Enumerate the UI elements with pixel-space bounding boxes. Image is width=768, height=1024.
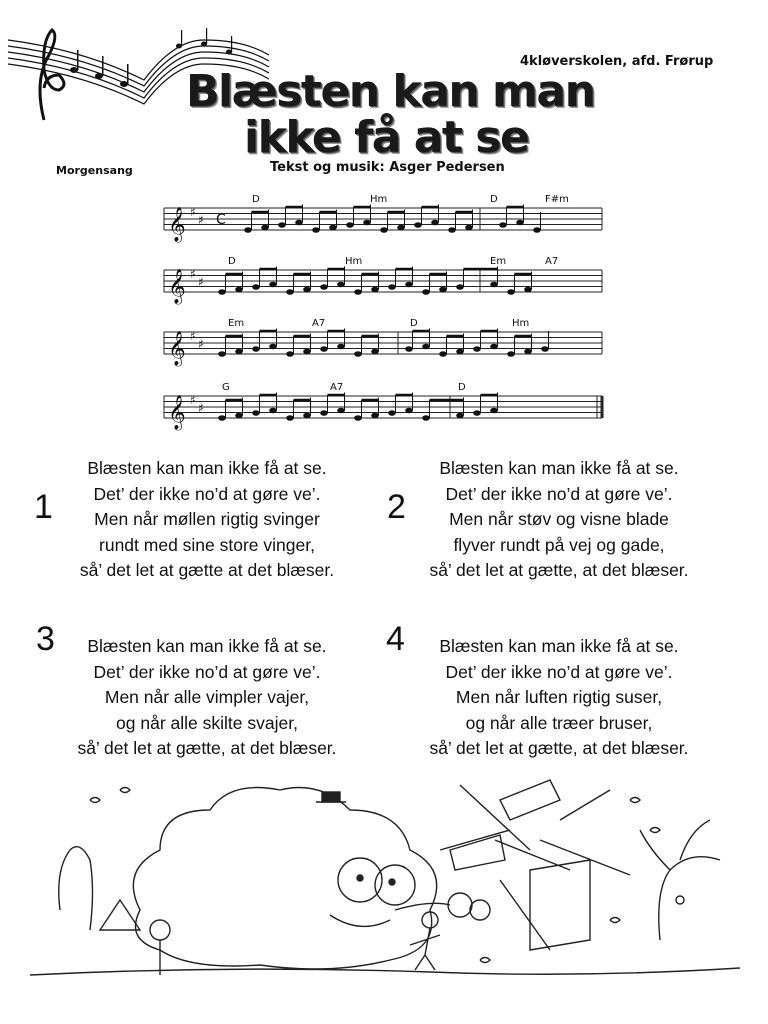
verse-line: så’ det let at gætte at det blæser. xyxy=(79,560,335,580)
note-head xyxy=(388,410,396,416)
note-head xyxy=(354,289,362,295)
note-head xyxy=(371,413,379,419)
verse-number: 4 xyxy=(386,620,405,658)
treble-clef-icon: 𝄞 xyxy=(168,395,186,430)
verse-line: Det’ der ikke no’d at gøre ve’. xyxy=(445,483,673,504)
note-head xyxy=(499,222,507,228)
note-head xyxy=(269,408,277,414)
note-head xyxy=(286,415,294,421)
note-head xyxy=(380,227,388,233)
verse-4 xyxy=(394,634,724,762)
note-head xyxy=(295,220,303,226)
note-head xyxy=(303,287,311,293)
verse-line: Blæsten kan man ikke få at se. xyxy=(439,458,679,478)
note-head xyxy=(346,222,354,228)
verse-1 xyxy=(42,456,372,584)
chord-label: A7 xyxy=(330,382,344,393)
verse-line: Det’ der ikke no’d at gøre ve’. xyxy=(445,661,673,682)
verse-line: Blæsten kan man ikke få at se. xyxy=(439,636,679,656)
verse-line: Men når alle vimpler vajer, xyxy=(104,687,310,707)
note-head xyxy=(456,349,464,355)
note-head xyxy=(422,415,430,421)
verse-line: Det’ der ikke no’d at gøre ve’. xyxy=(93,661,321,682)
verse-number: 2 xyxy=(387,488,406,526)
verse-line: Men når luften rigtig suser, xyxy=(455,687,663,707)
chord-label: Hm xyxy=(345,256,363,267)
treble-clef-icon: 𝄞 xyxy=(168,207,186,242)
verse-line: så’ det let at gætte, at det blæser. xyxy=(429,738,689,758)
note-head xyxy=(329,225,337,231)
sharp-sign-icon: ♯ xyxy=(190,267,196,281)
chord-label: G xyxy=(222,382,230,393)
song-title-line-2: ikke få at se xyxy=(244,112,529,163)
verse-number: 1 xyxy=(34,488,53,526)
note-head xyxy=(507,351,515,357)
verse-line: Men når støv og visne blade xyxy=(449,509,669,529)
verse-line: flyver rundt på vej og gade, xyxy=(453,534,665,555)
chord-label: D xyxy=(410,318,418,329)
note-head xyxy=(235,287,243,293)
chord-label: D xyxy=(458,382,466,393)
note-head xyxy=(533,227,541,233)
verse-number: 3 xyxy=(36,620,55,658)
note-head xyxy=(320,284,328,290)
verse-line: så’ det let at gætte, at det blæser. xyxy=(77,738,337,758)
chord-label: Em xyxy=(228,318,245,329)
note-head xyxy=(405,408,413,414)
sharp-sign-icon: ♯ xyxy=(190,393,196,407)
treble-clef-icon: 𝄞 xyxy=(168,269,186,304)
chord-label: Hm xyxy=(512,318,530,329)
note-head xyxy=(320,346,328,352)
note-head xyxy=(363,220,371,226)
sharp-sign-icon: ♯ xyxy=(198,275,204,289)
note-head xyxy=(278,222,286,228)
note-head xyxy=(507,289,515,295)
note-head xyxy=(465,225,473,231)
school-name: 4kløverskolen, afd. Frørup xyxy=(520,54,714,69)
chord-label: D xyxy=(228,256,236,267)
treble-clef-icon: 𝄞 xyxy=(168,331,186,366)
note-head xyxy=(337,344,345,350)
sheet-music xyxy=(160,186,610,442)
note-head xyxy=(371,349,379,355)
note-head xyxy=(473,410,481,416)
chord-label: F#m xyxy=(545,194,569,205)
song-genre: Morgensang xyxy=(56,164,133,177)
verse-line: Blæsten kan man ikke få at se. xyxy=(87,636,327,656)
note-head xyxy=(405,282,413,288)
note-head xyxy=(516,220,524,226)
note-head xyxy=(524,349,532,355)
note-head xyxy=(541,346,549,352)
note-head xyxy=(303,349,311,355)
song-title-line-1: Blæsten kan man xyxy=(186,66,595,117)
note-head xyxy=(252,284,260,290)
chord-label: D xyxy=(252,194,260,205)
note-head xyxy=(414,222,422,228)
verse-line: Blæsten kan man ikke få at se. xyxy=(87,458,327,478)
sharp-sign-icon: ♯ xyxy=(190,329,196,343)
note-head xyxy=(456,413,464,419)
note-head xyxy=(337,282,345,288)
note-head xyxy=(218,415,226,421)
note-head xyxy=(490,408,498,414)
note-head xyxy=(490,282,498,288)
chord-label: Hm xyxy=(370,194,388,205)
note-head xyxy=(235,349,243,355)
verse-line: og når alle træer bruser, xyxy=(465,712,653,733)
note-head xyxy=(431,220,439,226)
note-head xyxy=(252,410,260,416)
note-head xyxy=(448,227,456,233)
verse-line: så’ det let at gætte, at det blæser. xyxy=(429,560,689,580)
note-head xyxy=(422,344,430,350)
verse-line: rundt med sine store vinger, xyxy=(99,534,315,555)
sharp-sign-icon: ♯ xyxy=(198,401,204,415)
note-head xyxy=(252,346,260,352)
chord-label: D xyxy=(490,194,498,205)
sharp-sign-icon: ♯ xyxy=(198,213,204,227)
sharp-sign-icon: ♯ xyxy=(190,205,196,219)
note-head xyxy=(218,289,226,295)
time-signature: C xyxy=(216,212,226,228)
note-head xyxy=(244,227,252,233)
verse-3 xyxy=(42,634,372,762)
note-head xyxy=(371,287,379,293)
note-head xyxy=(388,284,396,290)
note-head xyxy=(337,408,345,414)
verse-line: Men når møllen rigtig svinger xyxy=(94,509,320,529)
note-head xyxy=(218,351,226,357)
note-head xyxy=(473,346,481,352)
verse-line: Det’ der ikke no’d at gøre ve’. xyxy=(93,483,321,504)
note-head xyxy=(312,227,320,233)
note-head xyxy=(320,410,328,416)
verse-2 xyxy=(394,456,724,584)
note-head xyxy=(269,282,277,288)
note-head xyxy=(354,415,362,421)
note-head xyxy=(354,351,362,357)
note-head xyxy=(439,351,447,357)
note-head xyxy=(456,284,464,290)
song-credits: Tekst og musik: Asger Pedersen xyxy=(270,160,505,175)
chord-label: A7 xyxy=(312,318,326,329)
note-head xyxy=(422,289,430,295)
note-head xyxy=(286,289,294,295)
note-head xyxy=(286,351,294,357)
note-head xyxy=(405,346,413,352)
note-head xyxy=(303,413,311,419)
note-head xyxy=(397,225,405,231)
note-head xyxy=(490,344,498,350)
note-head xyxy=(269,344,277,350)
note-head xyxy=(235,413,243,419)
sharp-sign-icon: ♯ xyxy=(198,337,204,351)
note-head xyxy=(524,287,532,293)
verse-line: og når alle skilte svajer, xyxy=(116,712,298,733)
chord-label: A7 xyxy=(545,256,559,267)
windy-landscape-illustration xyxy=(30,760,740,990)
chord-label: Em xyxy=(490,256,507,267)
note-head xyxy=(439,287,447,293)
note-head xyxy=(261,225,269,231)
